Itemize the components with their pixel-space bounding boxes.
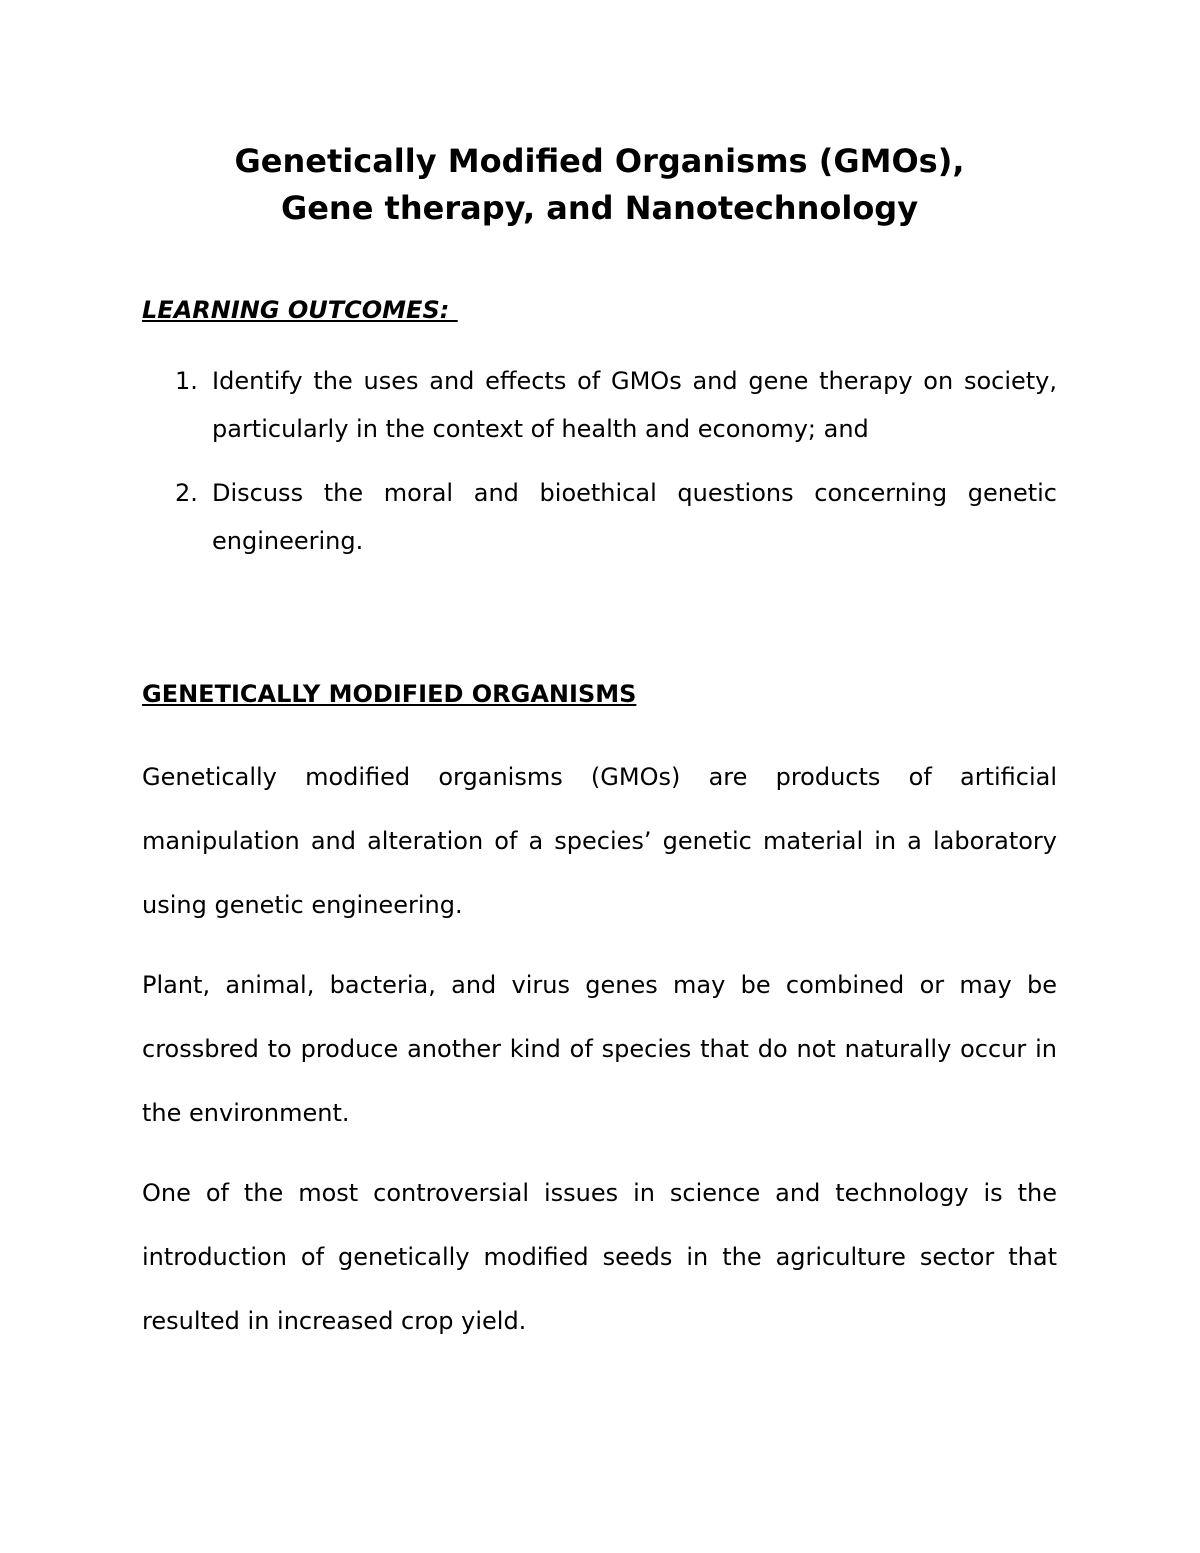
outcome-number: 2. <box>175 479 198 507</box>
outcome-number: 1. <box>175 367 198 395</box>
section-heading-gmo: GENETICALLY MODIFIED ORGANISMS <box>142 680 637 708</box>
paragraph-1: Genetically modified organisms (GMOs) are products of artificial manipulation and alteration of a species’ genetic material in a laboratory using genetic engineering. <box>142 763 1057 919</box>
outcome-text: Discuss the moral and bioethical questions concerning genetic engineering. <box>212 479 1057 555</box>
paragraph-2: Plant, animal, bacteria, and virus genes may be combined or may be crossbred to produce another kind of species that do not naturally occur in the environment. <box>142 971 1057 1127</box>
section-body <box>142 745 1057 1369</box>
outcome-text: Identify the uses and effects of GMOs and gene therapy on society, particularly in the context of health and economy; and <box>212 367 1057 443</box>
learning-outcomes-list <box>142 357 1057 581</box>
paragraph-3: One of the most controversial issues in science and technology is the introduction of genetically modified seeds in the agriculture sector that resulted in increased crop yield. <box>142 1179 1057 1335</box>
outcome-item-2 <box>142 469 1057 565</box>
outcome-item-1 <box>142 357 1057 453</box>
title-line-1: Genetically Modified Organisms (GMOs), <box>234 142 965 180</box>
title-line-2: Gene therapy, and Nanotechnology <box>280 189 919 227</box>
learning-outcomes-heading: LEARNING OUTCOMES: <box>142 296 458 324</box>
document-title <box>142 138 1057 232</box>
